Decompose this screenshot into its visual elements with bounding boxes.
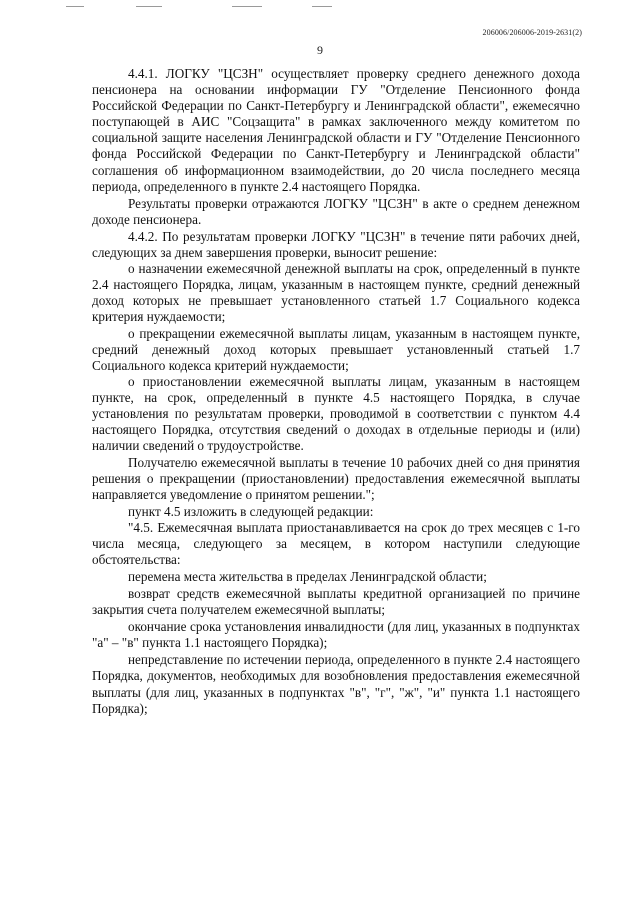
- document-body: [92, 66, 580, 717]
- paragraph-item-4-5-intro: пункт 4.5 изложить в следующей редакции:: [128, 503, 374, 519]
- list-item-residence-change: перемена места жительства в пределах Ленинградской области;: [128, 568, 487, 584]
- list-item-disability-end: окончание срока установления инвалидности (для лиц, указанных в подпунктах "а" – "в" пункта 1.1 настоящего Порядка);: [92, 619, 580, 651]
- scan-mark: [312, 6, 332, 7]
- paragraph-4-4-1: 4.4.1. ЛОГКУ "ЦСЗН" осуществляет проверку среднего денежного дохода пенсионера на основании информации ГУ "Отделение Пенсионного фонда Российской Федерации по Санкт-Петербургу и Ленинградской области", ежемесячно поступающей в АИС "Соцзащита" в рамках заключенного между комитетом по социальной защите населения Ленинградской области и ГУ "Отделение Пенсионного фонда Российской Федерации по Санкт-Петербургу и Ленинградской области" соглашения об информационном взаимодействии, до 20 числа последнего месяца периода, определенного в пункте 2.4 настоящего Порядка.: [92, 66, 580, 194]
- scan-mark: [232, 6, 262, 7]
- paragraph-4-5: "4.5. Ежемесячная выплата приостанавливается на срок до трех месяцев с 1-го числа месяца, следующего за месяцем, в котором наступили следующие обстоятельства:: [92, 519, 580, 567]
- paragraph-decision-terminate: о прекращении ежемесячной выплаты лицам, указанным в настоящем пункте, средний денежный доход которых превышает установленный статьей 1.7 Социального кодекса критерий нуждаемости;: [92, 325, 580, 373]
- paragraph-results: Результаты проверки отражаются ЛОГКУ "ЦСЗН" в акте о среднем денежном доходе пенсионера.: [92, 195, 580, 227]
- scan-mark: [136, 6, 162, 7]
- paragraph-notification: Получателю ежемесячной выплаты в течение 10 рабочих дней со дня принятия решения о прекращении (приостановлении) предоставления ежемесячной выплаты направляется уведомление о принятом решении.";: [92, 455, 580, 503]
- paragraph-decision-suspend: о приостановлении ежемесячной выплаты лицам, указанным в настоящем пункте, на срок, определенный в пункте 4.5 настоящего Порядка, в случае установления по результатам проверки, проводимой в соответствии с пунктом 4.4 настоящего Порядка, отсутствия сведений о доходах в отдельные периоды и (или) наличии сведений о трудоустройстве.: [92, 373, 580, 454]
- paragraph-4-4-2: 4.4.2. По результатам проверки ЛОГКУ "ЦСЗН" в течение пяти рабочих дней, следующих за днем завершения проверки, выносит решение:: [92, 228, 580, 261]
- list-item-funds-returned: возврат средств ежемесячной выплаты кредитной организацией по причине закрытия счета получателем ежемесячной выплаты;: [92, 586, 580, 618]
- list-item-documents-missing: непредставление по истечении периода, определенного в пункте 2.4 настоящего Порядка, документов, необходимых для возобновления предоставления ежемесячной выплаты (для лиц, указанных в подпунктах "в", "г", "ж", "и" пункта 1.1 настоящего Порядка);: [92, 652, 580, 716]
- page-number: 9: [317, 43, 323, 57]
- scan-top-marks: [0, 6, 640, 9]
- paragraph-decision-assign: о назначении ежемесячной денежной выплаты на срок, определенный в пункте 2.4 настоящего Порядка, лицам, указанным в настоящем пункте, средний денежный доход которых не превышает установленного статьей 1.7 Социального кодекса критерия нуждаемости;: [92, 261, 580, 325]
- scan-mark: [66, 6, 84, 7]
- document-id: 206006/206006-2019-2631(2): [482, 28, 582, 37]
